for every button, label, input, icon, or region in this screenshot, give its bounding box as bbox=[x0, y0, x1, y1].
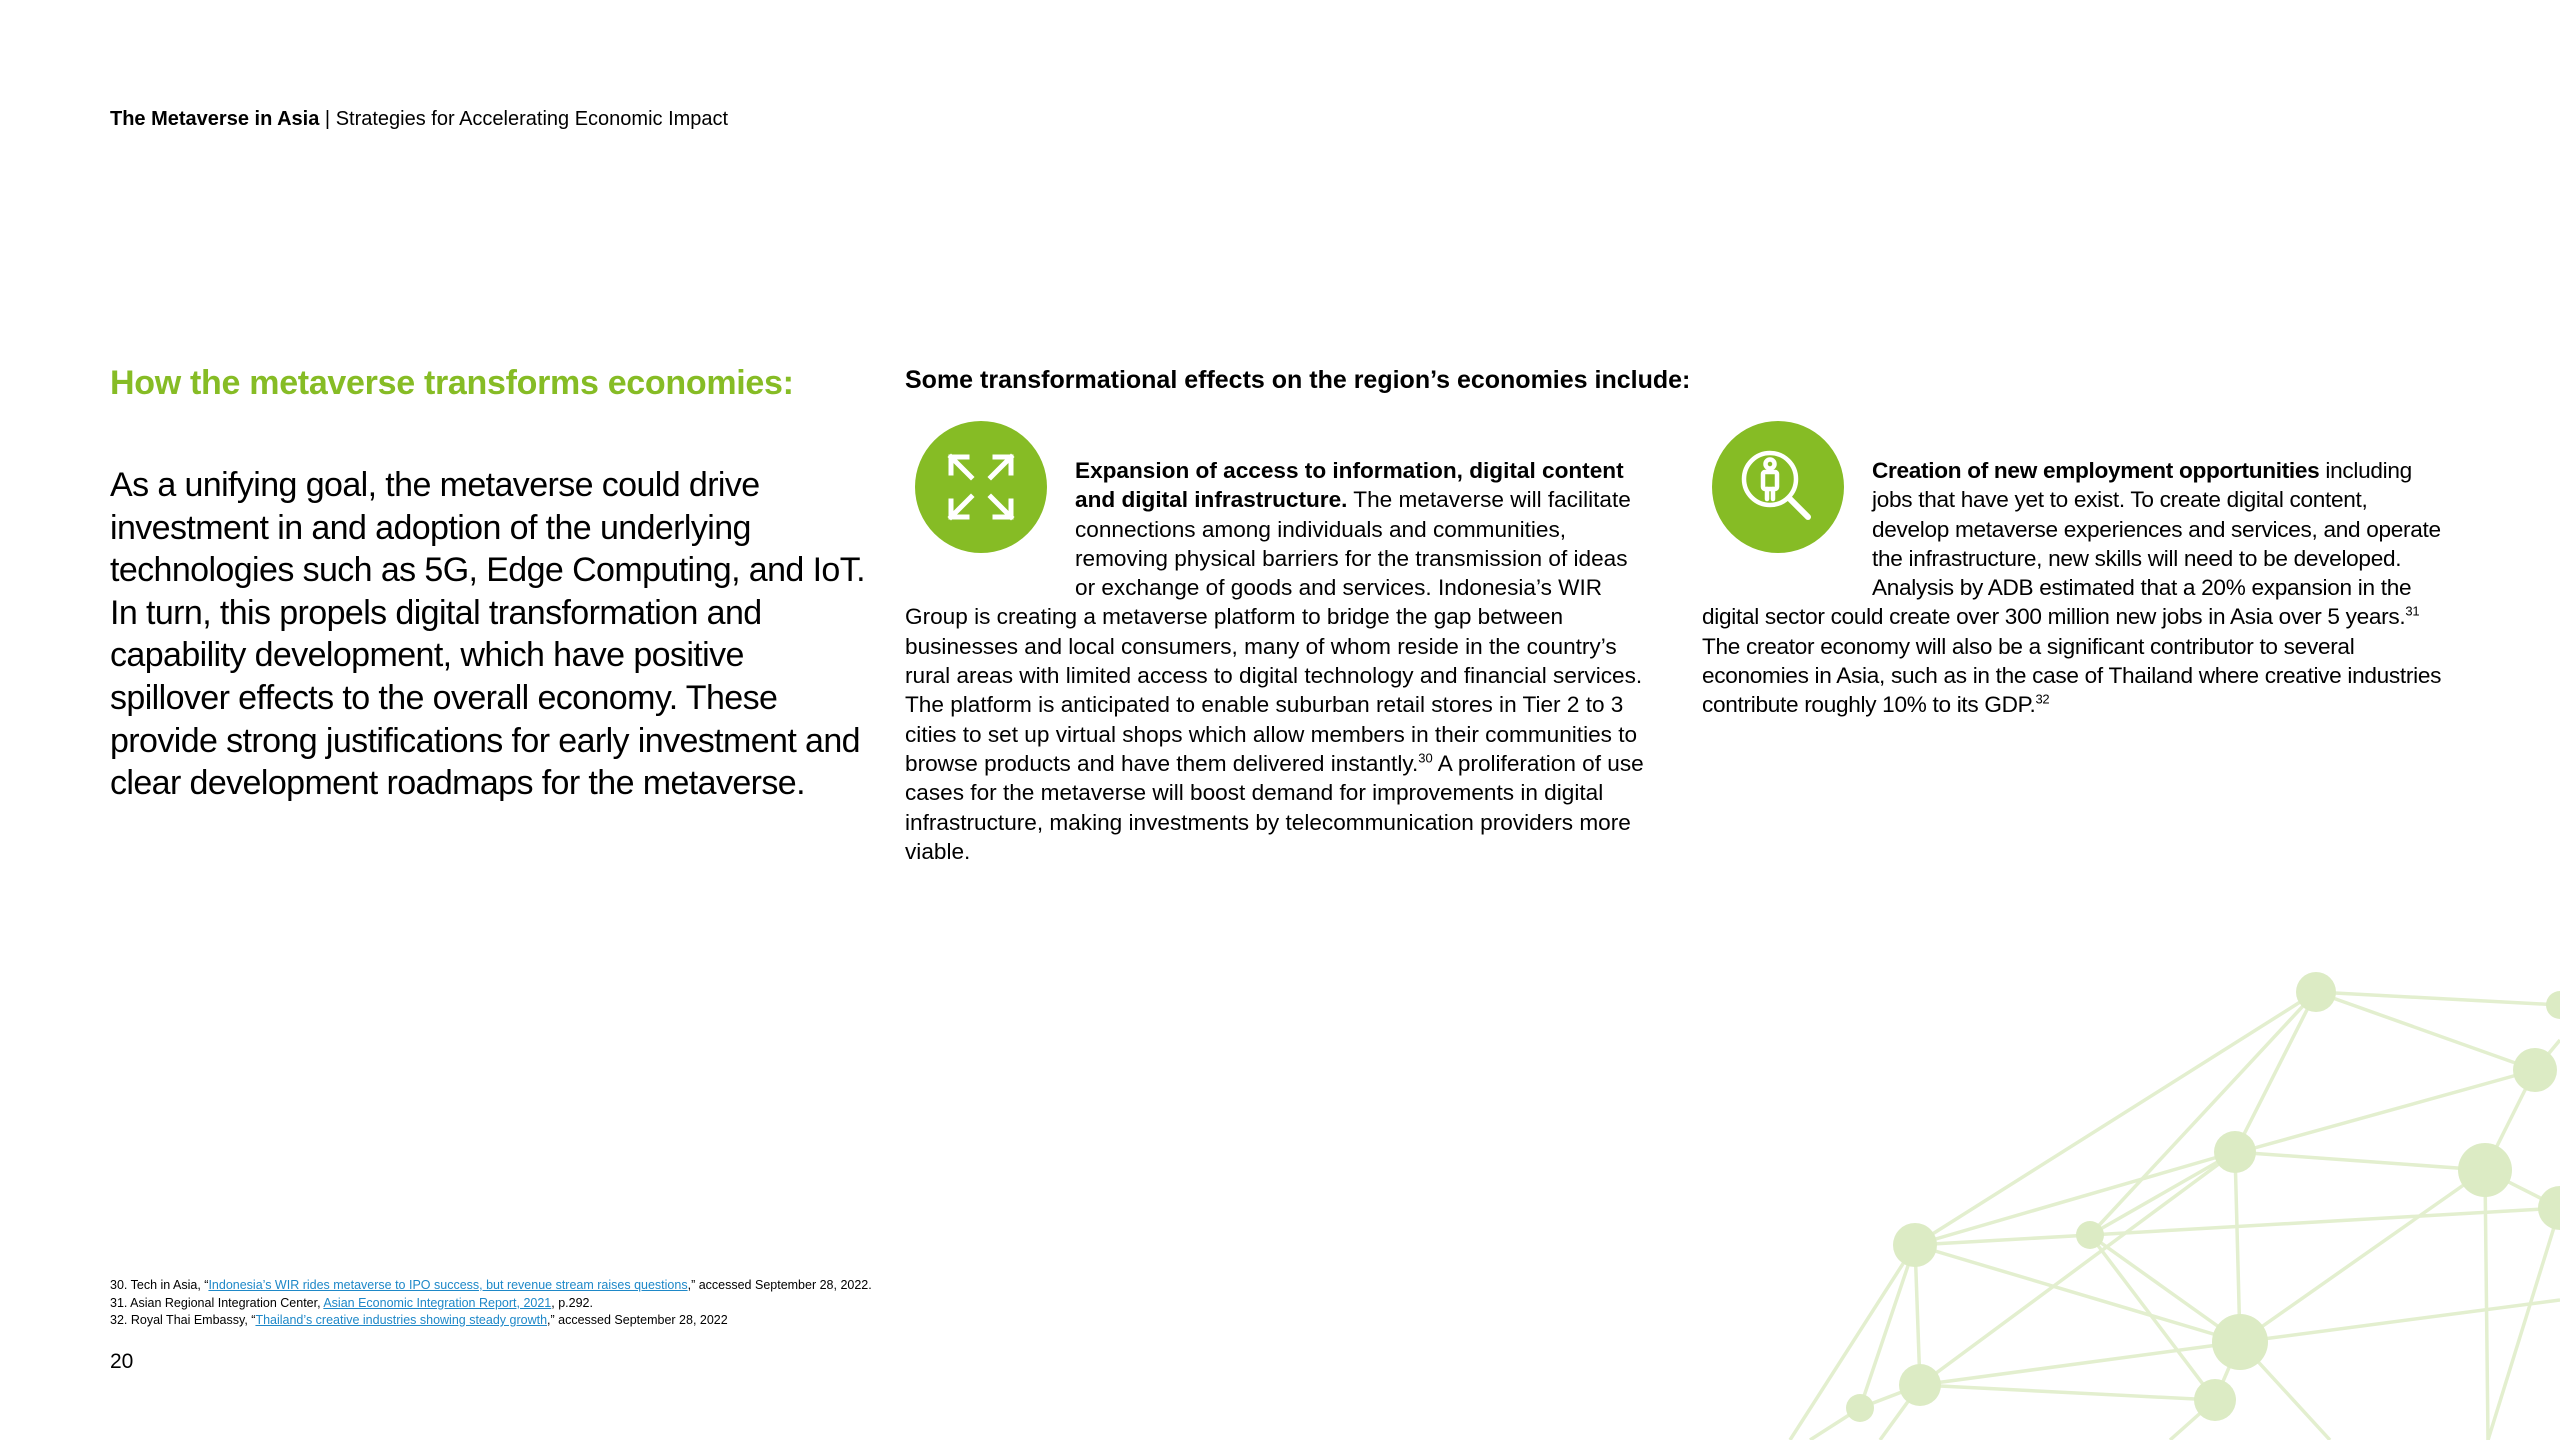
footnote-prefix: 32. Royal Thai Embassy, “ bbox=[110, 1313, 256, 1327]
effect-body-continued: A proliferation of use cases for the metaverse will boost demand for improvements in digital infrastructure, making investments by telecommunication providers more viable. bbox=[905, 750, 1644, 864]
footnote-ref: 31 bbox=[2405, 603, 2420, 619]
intro-paragraph: As a unifying goal, the metaverse could drive investment in and adoption of the underlying technologies such as 5G, Edge Computing, and IoT. In turn, this propels digital transformation and capability development, which have positive spillover effects to the overall economy. These provide strong justifications for early investment and clear development roadmaps for the metaverse. bbox=[110, 466, 865, 803]
effect-body: including jobs that have yet to exist. To create digital content, develop metaverse experiences and services, and operate the infrastructure, new skills will need to be developed. Analysis by ADB estimated that a 20% expansion in the digital sector could create over 300 million new jobs in Asia over 5 years. bbox=[1702, 458, 2441, 630]
footnote-link[interactable]: Indonesia’s WIR rides metaverse to IPO success, but revenue stream raises questions bbox=[208, 1278, 688, 1292]
effect-body-continued: The creator economy will also be a significant contributor to several economies in Asia, such as in the case of Thailand where creative industries contribute roughly 10% to its GDP. bbox=[1702, 633, 2442, 718]
effect-access-expansion bbox=[905, 456, 1650, 866]
page-number: 20 bbox=[110, 1350, 134, 1373]
job-search-icon bbox=[1712, 421, 1844, 553]
footnote-suffix: , p.292. bbox=[551, 1295, 593, 1310]
footnote-link[interactable]: Asian Economic Integration Report, 2021 bbox=[323, 1295, 552, 1310]
section-heading: How the metaverse transforms economies: bbox=[110, 364, 794, 402]
effect-employment-creation bbox=[1702, 456, 2447, 720]
footnote-ref: 32 bbox=[2035, 691, 2050, 707]
expand-arrows-icon bbox=[915, 421, 1047, 553]
document-subtitle: Strategies for Accelerating Economic Impact bbox=[335, 108, 729, 130]
effects-heading: Some transformational effects on the region’s economies include: bbox=[905, 366, 1691, 394]
footnote-prefix: 30. Tech in Asia, “ bbox=[110, 1278, 209, 1292]
effect-body: The metaverse will facilitate connections among individuals and communities, removing physical barriers for the transmission of ideas or exchange of goods and services. Indonesia’s WIR Group is creating a metaverse platform to bridge the gap between businesses and local consumers, many of whom reside in the country’s rural areas with limited access to digital technology and financial services. The platform is anticipated to enable suburban retail stores in Tier 2 to 3 cities to set up virtual shops which allow members in their communities to browse products and have them delivered instantly. bbox=[905, 487, 1643, 776]
footnote-32 bbox=[110, 1312, 872, 1330]
footnote-link[interactable]: Thailand’s creative industries showing steady growth bbox=[255, 1313, 548, 1327]
network-graphic bbox=[1770, 960, 2560, 1440]
footnote-30 bbox=[110, 1277, 872, 1295]
effect-icon-wrap bbox=[905, 421, 1075, 581]
footnote-prefix: 31. Asian Regional Integration Center, bbox=[110, 1295, 324, 1310]
footnote-suffix: ,” accessed September 28, 2022 bbox=[547, 1313, 728, 1327]
footnote-suffix: ,” accessed September 28, 2022. bbox=[687, 1278, 872, 1292]
effect-lead: Expansion of access to information, digital content and digital infrastructure. bbox=[1075, 458, 1624, 513]
footnotes bbox=[110, 1277, 872, 1330]
effect-icon-wrap bbox=[1702, 421, 1872, 581]
footnote-ref: 30 bbox=[1418, 750, 1433, 766]
effect-lead: Creation of new employment opportunities bbox=[1872, 458, 2320, 483]
header-separator: | bbox=[324, 108, 331, 130]
document-header bbox=[110, 106, 728, 132]
footnote-31 bbox=[110, 1295, 872, 1313]
document-title: The Metaverse in Asia bbox=[110, 108, 320, 130]
